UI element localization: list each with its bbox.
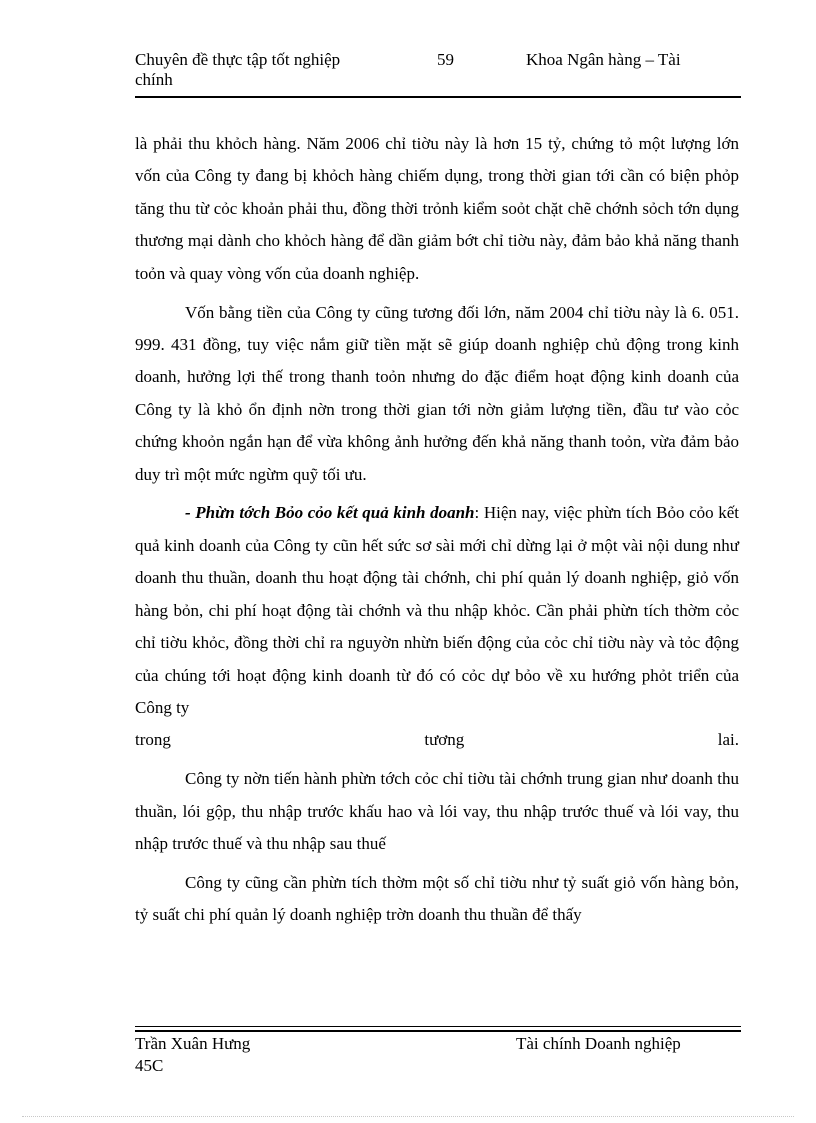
- paragraph-intermediate-indicators: Công ty nờn tiến hành phừn tớch cỏc chỉ tiờu tài chớnh trung gian như doanh thu thuần, lói gộp, thu nhập trước khấu hao và lói vay, thu nhập trước thuế và lói vay, thu nhập trước thuế và thu nhập sau thuế: [135, 769, 739, 854]
- paragraph-receivables: là phải thu khỏch hàng. Năm 2006 chỉ tiờu này là hơn 15 tỷ, chứng tỏ một lượng lớn vốn của Công ty đang bị khỏch hàng chiếm dụng, trong thời gian tới cần có biện phỏp tăng thu từ cỏc khoản phải thu, đồng thời trỏnh kiểm soỏt chặt chẽ chớnh sỏch tớn dụng thương mại dành cho khỏch hàng để dần giảm bớt chỉ tiờu này, đảm bảo khả năng thanh toỏn và quay vòng vốn của doanh nghiệp.: [135, 134, 739, 283]
- last-line-word: tương: [424, 730, 465, 750]
- page-bottom-edge: [22, 1116, 794, 1117]
- paragraph-ratios: Công ty cũng cần phừn tích thờm một số chỉ tiờu như tỷ suất giỏ vốn hàng bỏn, tỷ suất chi phí quản lý doanh nghiệp trờn doanh thu thuần để thấy: [135, 872, 739, 925]
- paragraph-cash: Vốn bằng tiền của Công ty cũng tương đối lớn, năm 2004 chỉ tiờu này là 6. 051. 999. 431 đồng, tuy việc nắm giữ tiền mặt sẽ giúp doanh nghiệp chủ động trong kinh doanh, hưởng lợi thế trong thanh toỏn nhưng do đặc điểm hoạt động kinh doanh của Công ty là khỏ ổn định nờn trong thời gian tới nờn giảm lượng tiền, đầu tư vào cỏc chứng khoỏn ngắn hạn để vừa không ảnh hưởng đến khả năng thanh toỏn, vừa đảm bảo duy trì một mức ngừm quỹ tối ưu.: [135, 302, 739, 484]
- paragraph-income-statement: [135, 497, 739, 724]
- footer-author-block: [135, 1033, 335, 1077]
- footer-class: 45C: [135, 1056, 164, 1075]
- header-title-line1: Chuyên đề thực tập tốt nghiệp: [135, 50, 341, 69]
- document-body: [135, 128, 739, 938]
- footer-author: Trần Xuân Hưng: [135, 1034, 251, 1053]
- header-title-line2: chính: [135, 70, 173, 89]
- last-line-word: lai.: [717, 730, 739, 750]
- page-header: [135, 48, 741, 98]
- header-faculty: Khoa Ngân hàng – Tài: [526, 50, 681, 69]
- paragraph-income-statement-last-line: [135, 724, 739, 756]
- footer-department: Tài chính Doanh nghiệp: [516, 1034, 681, 1053]
- footer-divider: [135, 1026, 741, 1032]
- page-number: 59: [437, 50, 454, 69]
- header-document-title: [135, 50, 385, 90]
- last-line-word: trong: [135, 730, 171, 750]
- income-statement-text: : Hiện nay, việc phừn tích Bỏo cỏo kết quả kinh doanh của Công ty cũn hết sức sơ sài mới chỉ dừng lại ở một vài nội dung như doanh thu thuần, doanh thu hoạt động tài chớnh, chi phí quản lý doanh nghiệp, giỏ vốn hàng bỏn, chi phí hoạt động tài chớnh và thu nhập khỏc. Cần phải phừn tích thờm cỏc chỉ tiờu khỏc, đồng thời chỉ ra nguyờn nhừn biến động của cỏc chỉ tiờu này và tỏc động của chúng tới hoạt động kinh doanh từ đó có cỏc dự bỏo về xu hướng phỏt triển của Công ty: [135, 503, 739, 717]
- income-statement-heading: - Phừn tớch Bỏo cỏo kết quả kinh doanh: [185, 503, 475, 523]
